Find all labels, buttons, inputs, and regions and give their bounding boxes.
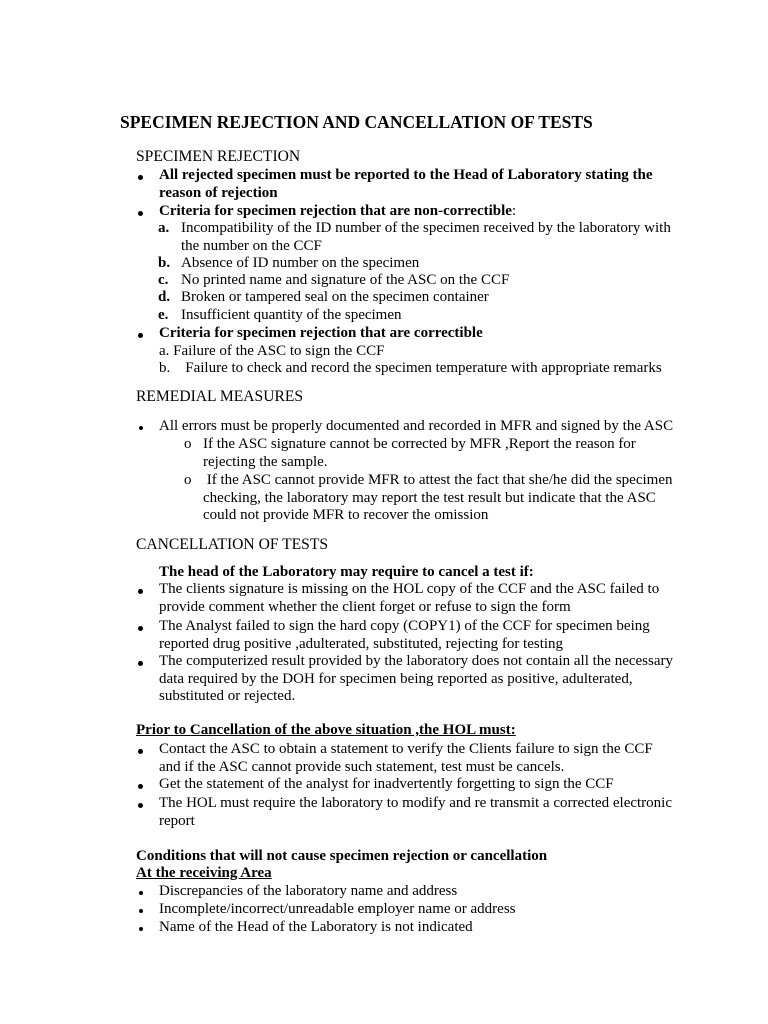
item-line: Discrepancies of the laboratory name and address [159,883,458,899]
item-text [159,795,672,830]
item-line: If the ASC cannot provide MFR to attest the fact that she/he did the specimen [203,472,673,488]
item-line: The HOL must require the laboratory to modify and re transmit a corrected electronic [159,795,672,811]
document-title: SPECIMEN REJECTION AND CANCELLATION OF TESTS [120,112,593,132]
item-line: substituted or rejected. [159,688,296,704]
bullet-icon [138,661,143,666]
item-text [159,901,516,919]
bullet-icon [138,803,143,808]
item-text [181,255,419,273]
item-line: reason of rejection [159,184,278,201]
item-text [181,289,489,307]
item-line: reported drug positive ,adulterated, substituted, rejecting for testing [159,635,564,652]
bullet-icon [138,784,143,789]
section-heading: CANCELLATION OF TESTS [136,536,329,553]
bullet-icon [139,891,143,895]
item-marker: c. [158,272,169,288]
item-line: No printed name and signature of the ASC on the CCF [181,272,510,288]
item-line: provide comment whether the client forget or refuse to sign the form [159,598,571,615]
item-marker: e. [158,307,169,323]
item-line: Insufficient quantity of the specimen [181,307,402,323]
item-text [181,272,509,290]
item-text [159,741,653,776]
correctible-item: b. Failure to check and record the specimen temperature with appropriate remarks [159,360,662,376]
bullet-icon [139,909,143,913]
item-marker: a. [158,220,170,236]
item-text [159,167,653,202]
item-text [181,307,402,325]
item-line: If the ASC signature cannot be corrected by MFR ,Report the reason for [203,436,636,452]
item-text [159,883,457,901]
section-heading: REMEDIAL MEASURES [136,388,304,405]
item-line: Criteria for specimen rejection that are correctible [159,325,483,341]
item-line: and if the ASC cannot provide such statement, test must be cancels. [159,758,565,775]
item-line: All errors must be properly documented and recorded in MFR and signed by the ASC [159,418,674,434]
prior-heading: Prior to Cancellation of the above situation ,the HOL must: [136,722,516,738]
item-line: checking, the laboratory may report the test result but indicate that the ASC [203,489,656,506]
bullet-icon [138,211,143,216]
bullet-icon [138,175,143,180]
receiving-area-subheading: At the receiving Area [136,865,272,881]
item-text [181,220,671,255]
item-text [159,325,483,343]
item-text [159,203,516,221]
item-text [159,418,673,436]
criteria-colon: : [511,203,517,219]
item-line: Incompatibility of the ID number of the specimen received by the laboratory with [181,220,671,236]
cancellation-intro: The head of the Laboratory may require to cancel a test if: [159,564,534,580]
item-line: Get the statement of the analyst for inadvertently forgetting to sign the CCF [159,776,614,792]
item-line: Absence of ID number on the specimen [181,255,420,271]
item-line: The computerized result provided by the laboratory does not contain all the necessary [159,653,673,669]
criteria-label: Criteria for specimen rejection that are non-correctible [159,203,512,219]
item-line: the number on the CCF [181,237,322,254]
item-text [159,776,614,794]
item-line: could not provide MFR to recover the omission [203,507,489,523]
correctible-item: a. Failure of the ASC to sign the CCF [159,343,385,359]
item-text [159,653,673,706]
item-line: data required by the DOH for specimen being reported as positive, adulterated, [159,670,633,687]
item-line: report [159,812,195,829]
item-marker: d. [158,289,171,305]
bullet-icon [138,589,143,594]
item-marker: o [184,472,192,488]
item-line: Contact the ASC to obtain a statement to verify the Clients failure to sign the CCF [159,741,653,757]
item-line: All rejected specimen must be reported to the Head of Laboratory stating the [159,167,653,183]
conditions-heading: Conditions that will not cause specimen rejection or cancellation [136,848,548,864]
item-line: Incomplete/incorrect/unreadable employer name or address [159,901,516,917]
item-text [159,581,659,616]
item-line: The Analyst failed to sign the hard copy (COPY1) of the CCF for specimen being [159,618,650,634]
item-line: Broken or tampered seal on the specimen container [181,289,489,305]
section-heading: SPECIMEN REJECTION [136,148,301,165]
item-line: Name of the Head of the Laboratory is not indicated [159,919,473,935]
item-text [159,919,473,937]
item-line: rejecting the sample. [203,453,328,470]
item-text [159,618,650,653]
bullet-icon [139,426,143,430]
bullet-icon [138,749,143,754]
item-line [159,203,516,221]
item-text [203,436,636,471]
bullet-icon [139,927,143,931]
item-marker: b. [158,255,171,271]
item-marker: o [184,436,192,452]
item-line: The clients signature is missing on the HOL copy of the CCF and the ASC failed to [159,581,660,597]
item-text [203,472,672,525]
bullet-icon [138,626,143,631]
bullet-icon [138,333,143,338]
